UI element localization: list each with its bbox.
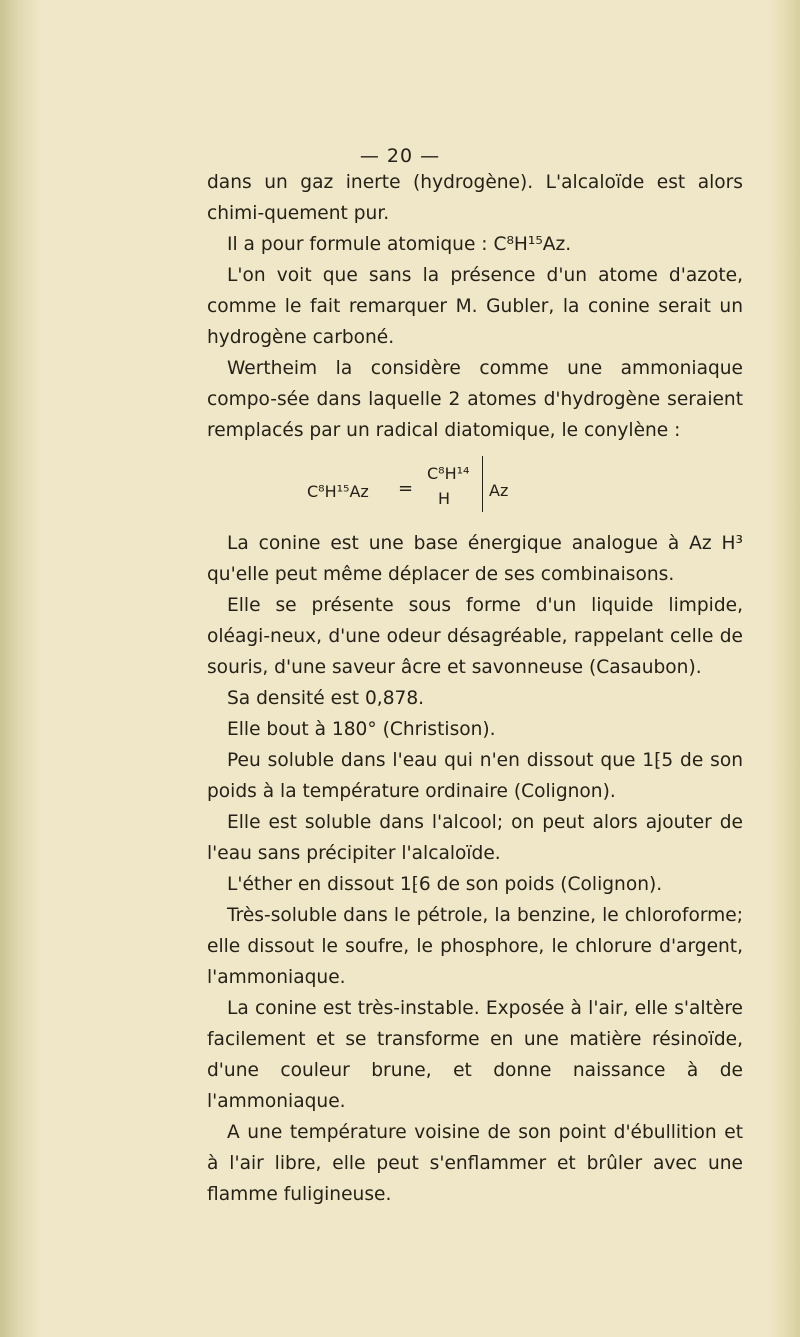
paragraph: La conine est une base énergique analogue à Az H³ qu'elle peut même déplacer de ses combinaisons.: [207, 533, 743, 585]
paragraph: La conine est très-instable. Exposée à l'air, elle s'altère facilement et se transforme en une matière résinoïde, d'une couleur brune, et donne naissance à de l'ammoniaque.: [207, 998, 743, 1112]
formula-equals: =: [398, 478, 414, 499]
formula-denominator: H: [438, 489, 451, 508]
paragraph: Elle bout à 180° (Christison).: [227, 719, 496, 740]
paragraph: Wertheim la considère comme une ammoniaque compo-sée dans laquelle 2 atomes d'hydrogène seraient remplacés par un radical diatomique, le conylène :: [207, 358, 743, 441]
paragraph: Elle est soluble dans l'alcool; on peut alors ajouter de l'eau sans précipiter l'alcaloïde.: [207, 812, 743, 864]
body-text: [207, 167, 743, 1210]
paragraph: Elle se présente sous forme d'un liquide limpide, oléagi-neux, d'une odeur désagréable, rappelant celle de souris, d'une saveur âcre et savonneuse (Casaubon).: [207, 595, 743, 678]
paragraph: Peu soluble dans l'eau qui n'en dissout que 1⁅5 de son poids à la température ordinaire (Colignon).: [207, 750, 743, 802]
formula-rhs: Az: [489, 481, 509, 500]
page-number: — 20 —: [359, 145, 441, 167]
formula-lhs: C⁸H¹⁵Az: [307, 482, 369, 501]
paragraph: L'éther en dissout 1⁅6 de son poids (Colignon).: [227, 874, 663, 895]
paragraph: Sa densité est 0,878.: [227, 688, 425, 709]
page-gutter-shadow: [0, 0, 40, 1337]
formula-numerator: C⁸H¹⁴: [427, 464, 470, 483]
formula-brace: [482, 456, 487, 512]
paragraph: Très-soluble dans le pétrole, la benzine, le chloroforme; elle dissout le soufre, le phosphore, le chlorure d'argent, l'ammoniaque.: [207, 905, 743, 988]
paragraph: L'on voit que sans la présence d'un atome d'azote, comme le fait remarquer M. Gubler, la conine serait un hydrogène carboné.: [207, 265, 743, 348]
paragraph: dans un gaz inerte (hydrogène). L'alcaloïde est alors chimi-quement pur.: [207, 172, 743, 224]
paragraph: A une température voisine de son point d'ébullition et à l'air libre, elle peut s'enflammer et brûler avec une flamme fuligineuse.: [207, 1122, 743, 1205]
page-edge-shadow: [770, 0, 800, 1337]
chemical-formula: [207, 446, 743, 528]
paragraph: Il a pour formule atomique : C⁸H¹⁵Az.: [227, 234, 572, 255]
